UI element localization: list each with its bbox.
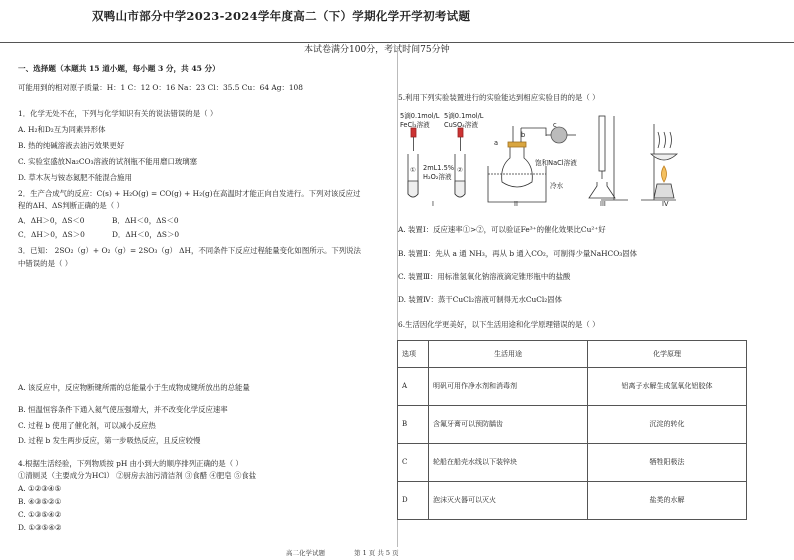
- q4-stem: 4.根据生活经验，下列物质按 pH 由小到大的顺序排列正确的是（ ）: [18, 459, 243, 468]
- q6-row-d-use: 泡沫灭火器可以灭火: [429, 482, 588, 520]
- evaporating-dish: [651, 154, 677, 160]
- table-row: [398, 482, 747, 520]
- label-fecl3-line2: FeCl₃溶液: [400, 121, 430, 129]
- q6-header-principle: 化学原理: [588, 341, 747, 368]
- vapor: [658, 132, 672, 148]
- conical-flask: [589, 182, 615, 198]
- device-number-3: III: [600, 200, 606, 208]
- q6-row-a-use: 明矾可用作净水剂和消毒剂: [429, 368, 588, 406]
- q3-option-a: A. 该反应中，反应物断键所需的总能量小于生成物成键所放出的总能量: [18, 383, 250, 392]
- tube-1-liquid: [408, 181, 418, 197]
- exam-title: 双鸭山市部分中学2023-2024学年度高二（下）学期化学开学初考试题: [92, 9, 471, 23]
- label-cold-water: 冷水: [550, 182, 564, 190]
- flask-stopper: [508, 142, 526, 147]
- q5-option-c: C. 装置Ⅲ：用标准氢氧化钠溶液滴定锥形瓶中的盐酸: [398, 272, 571, 281]
- q6-row-c-principle: 牺牲阳极法: [588, 444, 747, 482]
- q2-option-d: D．ΔH＜0，ΔS＞0: [112, 230, 180, 239]
- device-number-4: IV: [662, 200, 669, 208]
- burette: [599, 116, 605, 171]
- lamp-flame: [662, 166, 667, 182]
- label-h2o2-line1: 2mL1.5%: [423, 164, 455, 172]
- exam-subtitle: 本试卷满分100分，考试时间75分钟: [304, 45, 450, 55]
- q4-option-b: B. ④③⑤②①: [18, 497, 62, 506]
- q5-option-a: A. 装置Ⅰ：反应速率①>②，可以验证Fe³⁺的催化效果比Cu²⁺好: [398, 225, 606, 234]
- q6-row-c-option: C: [398, 444, 429, 482]
- table-row: [398, 368, 747, 406]
- table-row: [398, 444, 747, 482]
- q1-option-b: B. 热的纯碱溶液去油污效果更好: [18, 141, 125, 150]
- footer-subject: 高二化学试题: [286, 549, 325, 557]
- q6-table: [397, 340, 747, 520]
- q6-table-header: [398, 341, 747, 368]
- q3-stem-line1: 3．已知： 2SO₂（g）+ O₂（g）= 2SO₃（g） ΔH，不同条件下反应过程能量变化如图所示。下列说法: [18, 246, 361, 255]
- q6-row-d-option: D: [398, 482, 429, 520]
- q6-row-b-principle: 沉淀的转化: [588, 406, 747, 444]
- q6-row-d-principle: 盐类的水解: [588, 482, 747, 520]
- atomic-masses: 可能用到的相对原子质量：H：1 C：12 O：16 Na：23 Cl：35.5 Cu：64 Ag：108: [18, 83, 303, 92]
- water-bath: [488, 166, 546, 202]
- device-number-2: II: [514, 200, 518, 208]
- q6-header-option: 选项: [398, 341, 429, 368]
- label-fecl3-line1: 5滴0.1mol/L: [400, 112, 440, 120]
- device-number-1: I: [432, 200, 434, 208]
- q3-option-c: C. 过程 b 使用了催化剂，可以减小反应热: [18, 421, 156, 430]
- tube-2-liquid: [455, 181, 465, 197]
- label-a: a: [494, 139, 499, 147]
- label-nacl: 饱和NaCl溶液: [535, 159, 577, 167]
- q6-stem: 6.生活因化学更美好，以下生活用途和化学原理错误的是（ ）: [398, 320, 600, 329]
- dropper-1-bulb: [411, 128, 416, 137]
- q1-option-d: D. 草木灰与铵态氮肥不能混合施用: [18, 173, 132, 182]
- q3-option-d: D. 过程 b 发生两步反应，第一步吸热反应，且反应较慢: [18, 436, 201, 445]
- footer-page-number: 第 1 页 共 5 页: [354, 549, 399, 557]
- q2-option-c: C．ΔH＞0，ΔS＞0: [18, 230, 85, 239]
- section-heading: 一、选择题（本题共 15 道小题，每小题 3 分，共 45 分）: [18, 64, 220, 73]
- q1-option-a: A. H₂和D₂互为同素异形体: [18, 125, 106, 134]
- q6-row-a-principle: 铝离子水解生成氢氧化铝胶体: [588, 368, 747, 406]
- q4-option-c: C. ①③⑤④②: [18, 510, 62, 519]
- label-cuso4-line2: CuSO₄溶液: [444, 121, 478, 129]
- q2-option-a: A．ΔH＞0，ΔS＜0: [18, 216, 85, 225]
- label-cuso4-line1: 5滴0.1mol/L: [444, 112, 484, 120]
- dropper-2-bulb: [458, 128, 463, 137]
- tube-2-number: ②: [457, 166, 463, 174]
- q5-stem: 5.利用下列实验装置进行的实验能达到相应实验目的的是（ ）: [398, 93, 600, 102]
- q6-row-a-option: A: [398, 368, 429, 406]
- q2-option-b: B．ΔH＜0，ΔS＜0: [112, 216, 179, 225]
- q4-items: ①清厕灵（主要成分为HCl） ②厨房去油污清洁剂 ③食醋 ④肥皂 ⑤食盐: [18, 471, 257, 480]
- q6-row-b-option: B: [398, 406, 429, 444]
- q3-stem-line2: 中错误的是（ ）: [18, 259, 73, 268]
- reaction-flask: [502, 146, 533, 187]
- drying-tube-bulb: [551, 127, 567, 143]
- q3-option-b: B. 恒温恒容条件下通入氦气使压强增大，并不改变化学反应速率: [18, 405, 228, 414]
- q5-option-d: D. 装置Ⅳ：蒸干CuCl₂溶液可制得无水CuCl₂固体: [398, 295, 563, 304]
- q1-option-c: C. 实验室盛放Na₂CO₃溶液的试剂瓶不能用磨口玻璃塞: [18, 157, 198, 166]
- q6-row-b-use: 含氟牙膏可以预防龋齿: [429, 406, 588, 444]
- label-b: b: [521, 131, 526, 139]
- q1-stem: 1．化学无处不在，下列与化学知识有关的说法错误的是（ ）: [18, 109, 218, 118]
- header-rule: [0, 42, 794, 43]
- q2-stem-line1: 2．生产合成气的反应：C(s) + H₂O(g) = CO(g) + H₂(g)在高温时才能正向自发进行。下列对该反应过: [18, 189, 361, 198]
- q6-row-c-use: 轮船在船壳水线以下装锌块: [429, 444, 588, 482]
- tube-1-number: ①: [410, 166, 416, 174]
- q5-option-b: B. 装置Ⅱ：先从 a 通 NH₃，再从 b 通入CO₂，可制得少量NaHCO₃固体: [398, 249, 638, 258]
- label-c: c: [553, 121, 557, 129]
- q4-option-a: A. ①②③④⑤: [18, 484, 62, 493]
- q6-header-use: 生活用途: [429, 341, 588, 368]
- label-h2o2-line2: H₂O₂溶液: [423, 173, 452, 181]
- alcohol-lamp: [654, 184, 674, 198]
- q2-stem-line2: 程的ΔH、ΔS判断正确的是（ ）: [18, 201, 124, 210]
- q4-option-d: D. ①③⑤④②: [18, 523, 62, 532]
- table-row: [398, 406, 747, 444]
